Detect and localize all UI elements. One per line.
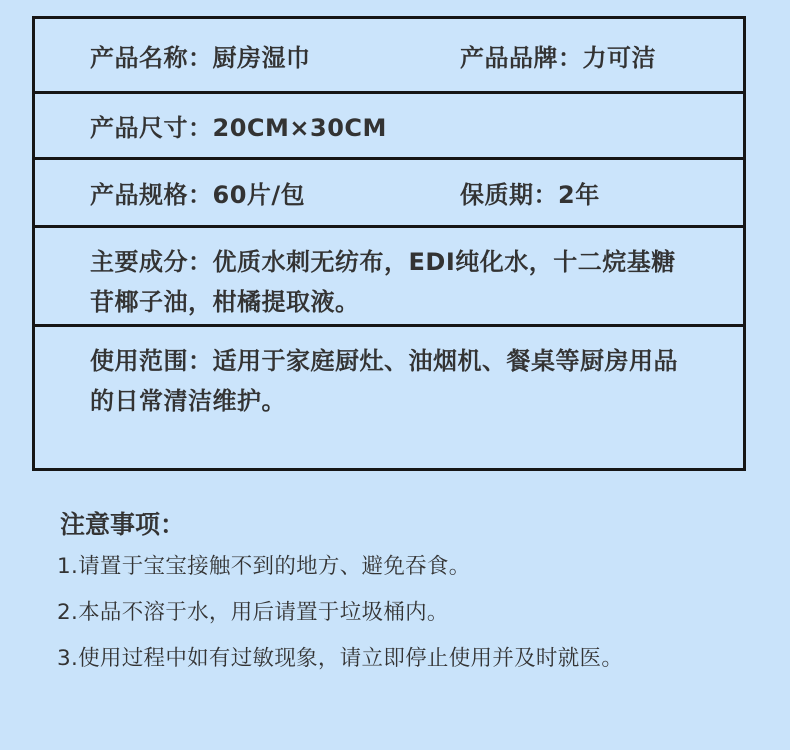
shelf-life-label: 保质期： [460, 181, 558, 209]
usage-scope-label: 使用范围： [90, 347, 213, 375]
product-spec-pair [90, 175, 460, 210]
shelf-life-value: 2年 [558, 181, 600, 209]
precaution-item-2: 2.本品不溶于水，用后请置于垃圾桶内。 [57, 600, 449, 625]
product-spec-value: 60片/包 [212, 181, 306, 209]
product-size-value: 20CM×30CM [212, 114, 387, 142]
spec-row-size [35, 91, 743, 157]
precaution-item-3: 3.使用过程中如有过敏现象，请立即停止使用并及时就医。 [57, 646, 624, 671]
product-name-label: 产品名称： [90, 43, 213, 72]
product-brand-pair [460, 38, 656, 73]
shelf-life-pair [460, 175, 600, 210]
precautions-heading: 注意事项： [60, 510, 186, 539]
spec-row-name-brand [35, 19, 743, 91]
product-name-pair [90, 38, 460, 73]
precaution-item-1: 1.请置于宝宝接触不到的地方、避免吞食。 [57, 554, 471, 579]
spec-row-ingredients [35, 225, 743, 324]
product-size-label: 产品尺寸： [90, 114, 213, 142]
ingredients-value: 优质水刺无纺布，EDI纯化水，十二烷基糖苷椰子油，柑橘提取液。 [90, 248, 676, 316]
product-spec-table [32, 16, 746, 471]
product-size-pair [90, 108, 387, 143]
precautions-section [57, 511, 763, 692]
product-spec-label: 产品规格： [90, 181, 213, 209]
ingredients-label: 主要成分： [90, 248, 213, 276]
spec-row-usage-scope [35, 324, 743, 468]
product-brand-label: 产品品牌： [460, 43, 583, 72]
usage-scope-value: 适用于家庭厨灶、油烟机、餐桌等厨房用品的日常清洁维护。 [90, 347, 678, 415]
product-brand-value: 力可洁 [582, 43, 656, 72]
spec-row-spec-shelflife [35, 157, 743, 225]
product-name-value: 厨房湿巾 [212, 43, 311, 72]
